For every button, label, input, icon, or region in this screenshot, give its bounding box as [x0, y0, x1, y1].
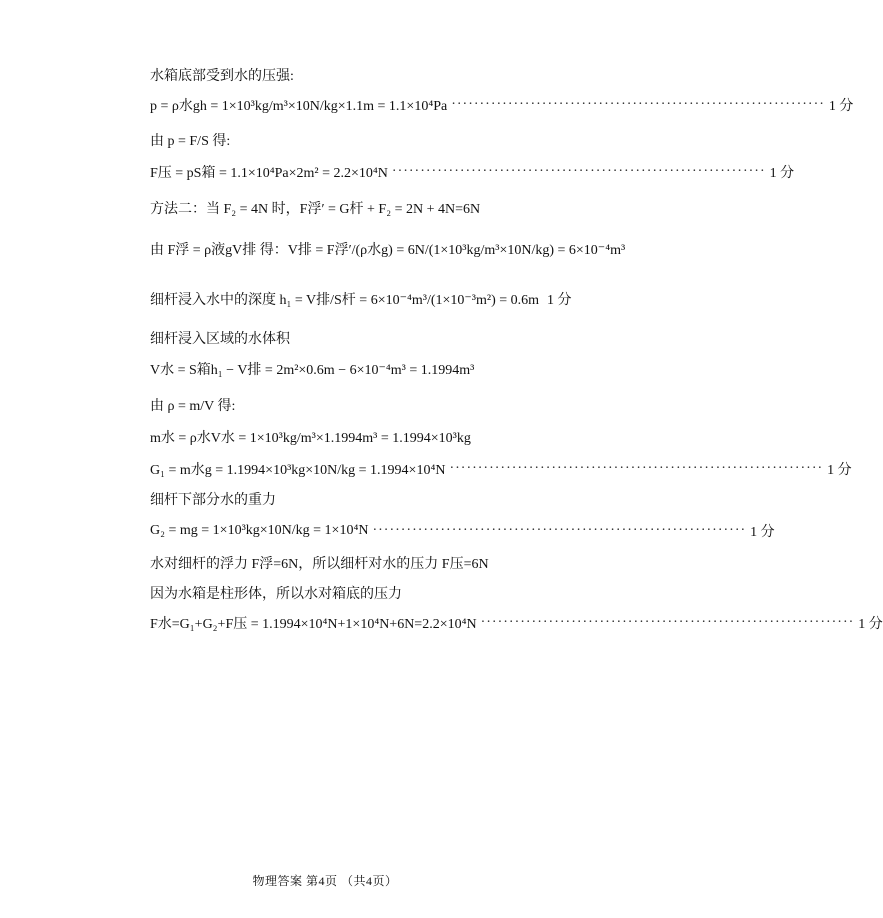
- line-text: 细杆下部分水的重力: [150, 493, 276, 508]
- text-line: [150, 486, 566, 512]
- equation-line: [150, 518, 775, 544]
- equation-text: F水=G₁+G₂+F压 = 1.1994×10⁴N+1×10⁴N+6N=2.2×10⁴N: [150, 617, 477, 632]
- equation-text: m水 = ρ水V水 = 1×10³kg/m³×1.1994m³ = 1.1994×10³kg: [150, 431, 471, 446]
- line-text: 水对细杆的浮力 F浮=6N，所以细杆对水的压力 F压=6N: [150, 557, 489, 572]
- equation-text: V水 = S箱h₁ − V排 = 2m²×0.6m − 6×10⁻⁴m³ = 1.1994m³: [150, 363, 475, 378]
- text-line: [150, 580, 566, 606]
- page-footer: 物理答案 第4页 （共4页）: [252, 874, 398, 888]
- line-text: 水箱底部受到水的压强:: [150, 69, 294, 84]
- dot-leader: ··································································: [391, 164, 766, 179]
- equation-text: 由 F浮 = ρ液gV排 得：V排 = F浮′/(ρ水g) = 6N/(1×10³kg/m³×10N/kg) = 6×10⁻⁴m³: [150, 243, 626, 258]
- equation-line: [150, 159, 795, 185]
- dot-leader: ··································································: [451, 97, 825, 112]
- equation-text: G₂ = mg = 1×10³kg×10N/kg = 1×10⁴N: [150, 523, 369, 538]
- text-line: [150, 195, 566, 221]
- equation-line: [150, 92, 854, 118]
- score-label: 1 分: [858, 617, 883, 632]
- text-line: [150, 392, 566, 418]
- text-line: [150, 550, 566, 576]
- line-text: 细杆浸入区域的水体积: [150, 332, 290, 347]
- score-label: 1 分: [750, 525, 775, 540]
- text-line: [150, 127, 566, 153]
- dot-leader: ··································································: [480, 615, 855, 630]
- equation-line: [150, 236, 626, 262]
- equation-line: [150, 286, 572, 312]
- score-label: 1 分: [827, 463, 852, 478]
- equation-line: [150, 456, 852, 482]
- dot-leader: ··································································: [449, 461, 824, 476]
- score-label: 1 分: [828, 99, 854, 114]
- equation-text: G₁ = m水g = 1.1994×10³kg×10N/kg = 1.1994×10⁴N: [150, 463, 446, 478]
- equation-line: [150, 610, 883, 636]
- line-text: 方法二：当 F₂ = 4N 时，F浮′ = G杆 + F₂ = 2N + 4N=6N: [150, 202, 481, 217]
- equation-line: [150, 356, 566, 382]
- dot-leader: ··································································: [372, 523, 747, 538]
- equation-line: [150, 424, 566, 450]
- equation-text: F压 = pS箱 = 1.1×10⁴Pa×2m² = 2.2×10⁴N: [150, 166, 388, 181]
- equation-text: 细杆浸入水中的深度 h₁ = V排/S杆 = 6×10⁻⁴m³/(1×10⁻³m²) = 0.6m: [150, 293, 540, 308]
- text-line: [150, 325, 566, 351]
- score-label: 1 分: [547, 293, 572, 308]
- line-text: 由 p = F/S 得:: [150, 134, 231, 149]
- line-text: 由 ρ = m/V 得:: [150, 399, 236, 414]
- line-text: 因为水箱是柱形体，所以水对箱底的压力: [150, 587, 402, 602]
- text-line: [150, 62, 566, 88]
- score-label: 1 分: [769, 166, 795, 181]
- equation-text: p = ρ水gh = 1×10³kg/m³×10N/kg×1.1m = 1.1×10⁴Pa: [150, 99, 448, 114]
